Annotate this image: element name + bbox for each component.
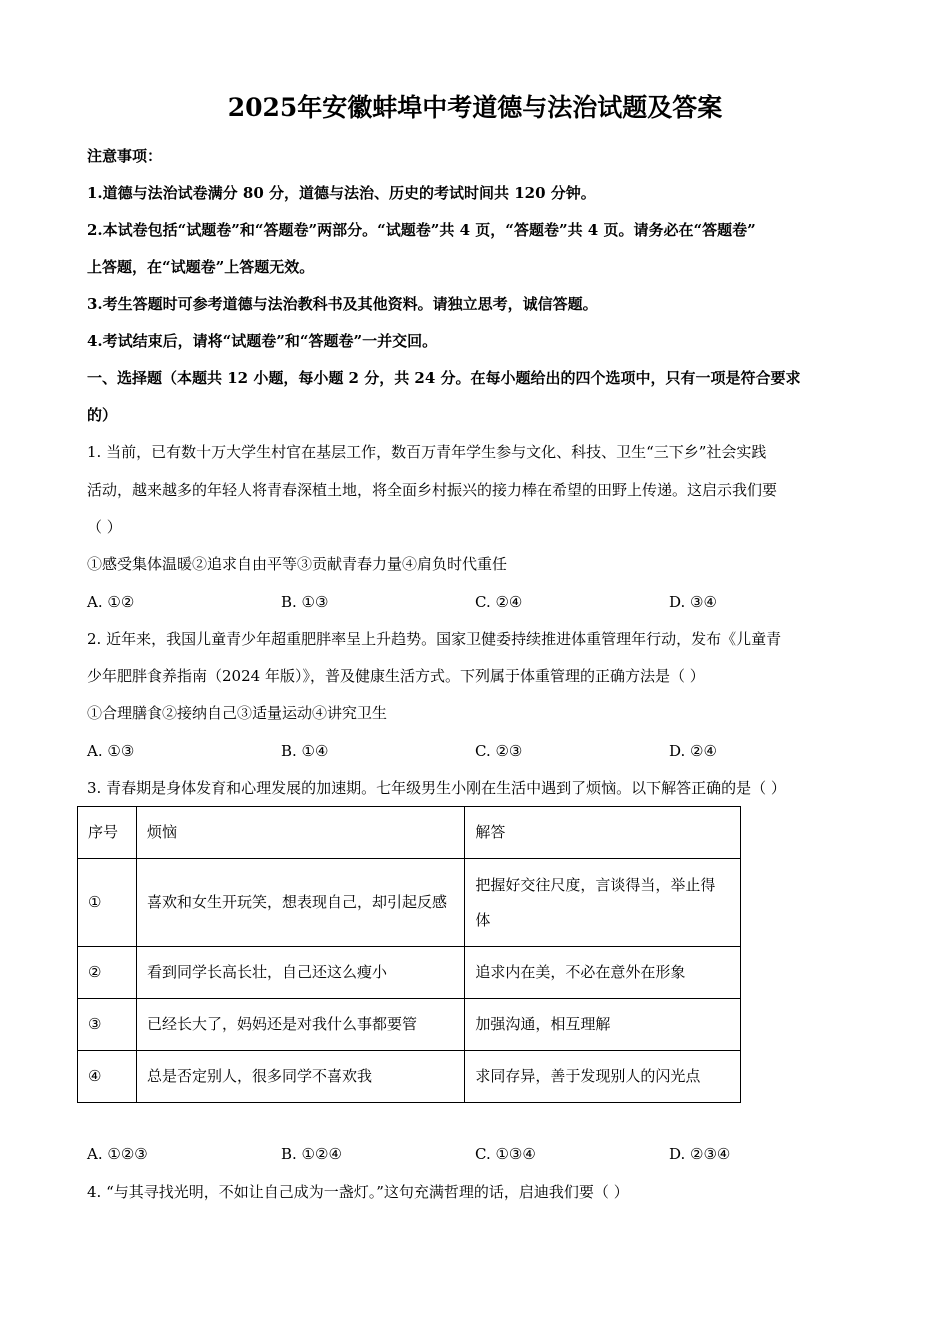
q2-option-d: D. ②④ xyxy=(669,742,717,760)
section-heading-line-2: 的） xyxy=(87,406,118,424)
q1-statements: ①感受集体温暖②追求自由平等③贡献青春力量④肩负时代重任 xyxy=(87,555,508,573)
q2-option-c: C. ②③ xyxy=(475,742,523,760)
q1-stem-line-1: 1. 当前，已有数十万大学生村官在基层工作，数百万青年学生参与文化、科技、卫生“三下乡”社会实践 xyxy=(87,443,767,461)
notice-item-3: 3.考生答题时可参考道德与法治教科书及其他资料。请独立思考，诚信答题。 xyxy=(87,295,598,313)
notice-item-1: 1.道德与法治试卷满分 80 分，道德与法治、历史的考试时间共 120 分钟。 xyxy=(87,184,596,202)
q1-option-d: D. ③④ xyxy=(669,593,717,611)
q4-stem-line-1: 4. “与其寻找光明，不如让自己成为一盏灯。”这句充满哲理的话，启迪我们要（ ） xyxy=(87,1183,629,1201)
table-row xyxy=(78,999,741,1051)
section-heading-line-1: 一、选择题（本题共 12 小题，每小题 2 分，共 24 分。在每小题给出的四个选项中，只有一项是符合要求 xyxy=(87,369,801,387)
q3-option-d: D. ②③④ xyxy=(669,1145,731,1163)
q1-stem-line-2: 活动，越来越多的年轻人将青春深植土地，将全面乡村振兴的接力棒在希望的田野上传递。这启示我们要 xyxy=(87,481,778,499)
table-cell: 求同存异，善于发现别人的闪光点 xyxy=(465,1051,741,1103)
notice-item-2-line-2: 上答题，在“试题卷”上答题无效。 xyxy=(87,258,315,276)
table-header-row xyxy=(78,807,741,859)
table-header-cell: 序号 xyxy=(78,807,137,859)
q3-option-c: C. ①③④ xyxy=(475,1145,536,1163)
table-cell: 看到同学长高长壮，自己还这么瘦小 xyxy=(136,947,464,999)
table-cell: 追求内在美，不必在意外在形象 xyxy=(465,947,741,999)
table-cell: ④ xyxy=(78,1051,137,1103)
table-cell: 喜欢和女生开玩笑，想表现自己，却引起反感 xyxy=(136,859,464,947)
q2-option-a: A. ①③ xyxy=(87,742,135,760)
table-cell: 已经长大了，妈妈还是对我什么事都要管 xyxy=(136,999,464,1051)
table-cell: ③ xyxy=(78,999,137,1051)
q3-table xyxy=(77,806,741,1103)
table-cell: 把握好交往尺度，言谈得当，举止得体 xyxy=(465,859,741,947)
q2-statements: ①合理膳食②接纳自己③适量运动④讲究卫生 xyxy=(87,704,388,722)
q1-option-a: A. ①② xyxy=(87,593,135,611)
q1-option-c: C. ②④ xyxy=(475,593,523,611)
q2-stem-line-1: 2. 近年来，我国儿童青少年超重肥胖率呈上升趋势。国家卫健委持续推进体重管理年行动，发布《儿童青 xyxy=(87,630,782,648)
q1-option-b: B. ①③ xyxy=(281,593,329,611)
table-header-cell: 烦恼 xyxy=(136,807,464,859)
page-title: 2025年安徽蚌埠中考道德与法治试题及答案 xyxy=(227,93,723,122)
table-row xyxy=(78,859,741,947)
table-cell: 加强沟通，相互理解 xyxy=(465,999,741,1051)
q2-stem-line-2: 少年肥胖食养指南（2024 年版）》，普及健康生活方式。下列属于体重管理的正确方法是（ ） xyxy=(87,667,705,685)
table-cell: ② xyxy=(78,947,137,999)
table-cell: 总是否定别人，很多同学不喜欢我 xyxy=(136,1051,464,1103)
q3-option-b: B. ①②④ xyxy=(281,1145,342,1163)
q2-option-b: B. ①④ xyxy=(281,742,329,760)
q1-stem-line-3: （ ） xyxy=(87,518,122,536)
q3-option-a: A. ①②③ xyxy=(87,1145,148,1163)
notice-item-4: 4.考试结束后，请将“试题卷”和“答题卷”一并交回。 xyxy=(87,332,438,350)
table-header-cell: 解答 xyxy=(465,807,741,859)
notice-item-2-line-1: 2.本试卷包括“试题卷”和“答题卷”两部分。“试题卷”共 4 页，“答题卷”共 4 页。请务必在“答题卷” xyxy=(87,221,756,239)
table-row xyxy=(78,947,741,999)
q3-stem-line-1: 3. 青春期是身体发育和心理发展的加速期。七年级男生小刚在生活中遇到了烦恼。以下解答正确的是（ ） xyxy=(87,779,786,797)
notice-heading: 注意事项： xyxy=(87,147,163,165)
table-cell: ① xyxy=(78,859,137,947)
table-row xyxy=(78,1051,741,1103)
